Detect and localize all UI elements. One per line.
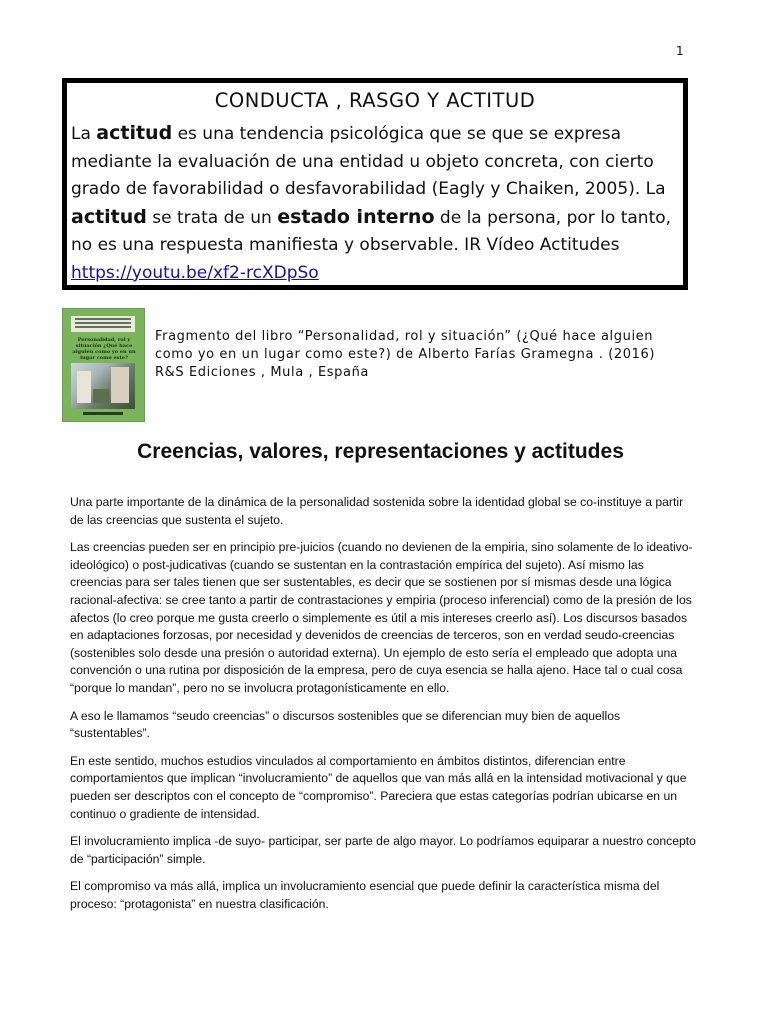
definition-text [71, 120, 683, 287]
paragraph: En este sentido, muchos estudios vinculados al comportamiento en ámbitos distintos, diferencian entre comportamientos que implican “involucramiento” de aquellos que van más allá en la intensidad motivacional y que pueden ser descriptos con el concepto de “compromiso”. Pareciera que estas categorías podrían ubicarse en un continuo o gradiente de intensidad. [70, 753, 687, 821]
definition-text-part: de la persona, por lo tanto, no es una respuesta manifiesta y observable. IR Vídeo Actitudes [71, 207, 672, 255]
paragraph: Una parte importante de la dinámica de la personalidad sostenida sobre la identidad global se co-instituye a partir de las creencias que sustenta el sujeto. [70, 495, 684, 527]
book-caption: Fragmento del libro “Personalidad, rol y situación” (¿Qué hace alguien como yo en un lugar como este?) de Alberto Farías Gramegna . (2016) R&S Ediciones , Mula , España [155, 329, 656, 380]
box-title: CONDUCTA , RASGO Y ACTITUD [214, 89, 536, 112]
paragraph: A eso le llamamos “seudo creencias” o discursos sostenibles que se diferencian muy bien de aquellos “sustentables”. [70, 708, 621, 741]
term-estado-interno: estado interno [277, 205, 435, 228]
term-actitud-2: actitud [71, 205, 147, 228]
cover-photo [71, 363, 135, 409]
paragraph: Las creencias pueden ser en principio pre-juicios (cuando no devienen de la empiria, sino solamente de lo ideativo-ideológico) o post-judicativas (cuando se sustentan en la contrastación empírica del sujeto). Así mismo las creencias para ser tales tienen que ser sustentables, es decir que se sostienen por sí mismas desde una lógica racional-afectiva: se cree tanto a partir de contrastaciones y empiria (proceso inferencial) como de la presión de los afectos (lo creo porque me gusta creerlo o simplemente es útil a mis intereses creerlo así). Los discursos basados en adaptaciones forzosas, por necesidad y devenidos de creencias de terceros, son en verdad seudo-creencias (sostenibles solo desde una presión o autoridad externa). Un ejemplo de esto sería el empleado que adopta una convención o una rutina por disposición de la empresa, pero de cuya esencia se halla ajeno. Hace tal o cual cosa “porque lo mandan”, pero no se involucra protagonísticamente en ello. [70, 540, 693, 695]
paragraph: El involucramiento implica -de suyo- participar, ser parte de algo mayor. Lo podríamos equiparar a nuestro concepto de “participación” simple. [70, 834, 696, 866]
definition-text-part: La [71, 124, 97, 144]
section-title: Creencias, valores, representaciones y actitudes [137, 440, 624, 463]
definition-text-part: se trata de un [146, 207, 278, 228]
video-link[interactable]: https://youtu.be/xf2-rcXDpSo [71, 262, 319, 283]
cover-footer [83, 412, 123, 415]
definition-box [62, 78, 688, 290]
definition-text-part: es una tendencia psicológica que se que se expresa mediante la evaluación de una entidad u objeto concreta, con cierto grado de favorabilidad o desfavorabilidad (Eagly y Chaiken, 2005). La [71, 124, 666, 199]
body-text [70, 494, 696, 923]
book-cover-image [62, 308, 145, 422]
page-number: 1 [676, 44, 684, 58]
term-actitud: actitud [96, 122, 173, 144]
cover-header [71, 316, 135, 332]
cover-title: Personalidad, rol y situación ¿Qué hace alguien como yo en un lugar como este? [72, 337, 136, 361]
paragraph: El compromiso va más allá, implica un involucramiento esencial que puede definir la característica misma del proceso: “protagonista” en nuestra clasificación. [70, 879, 660, 911]
